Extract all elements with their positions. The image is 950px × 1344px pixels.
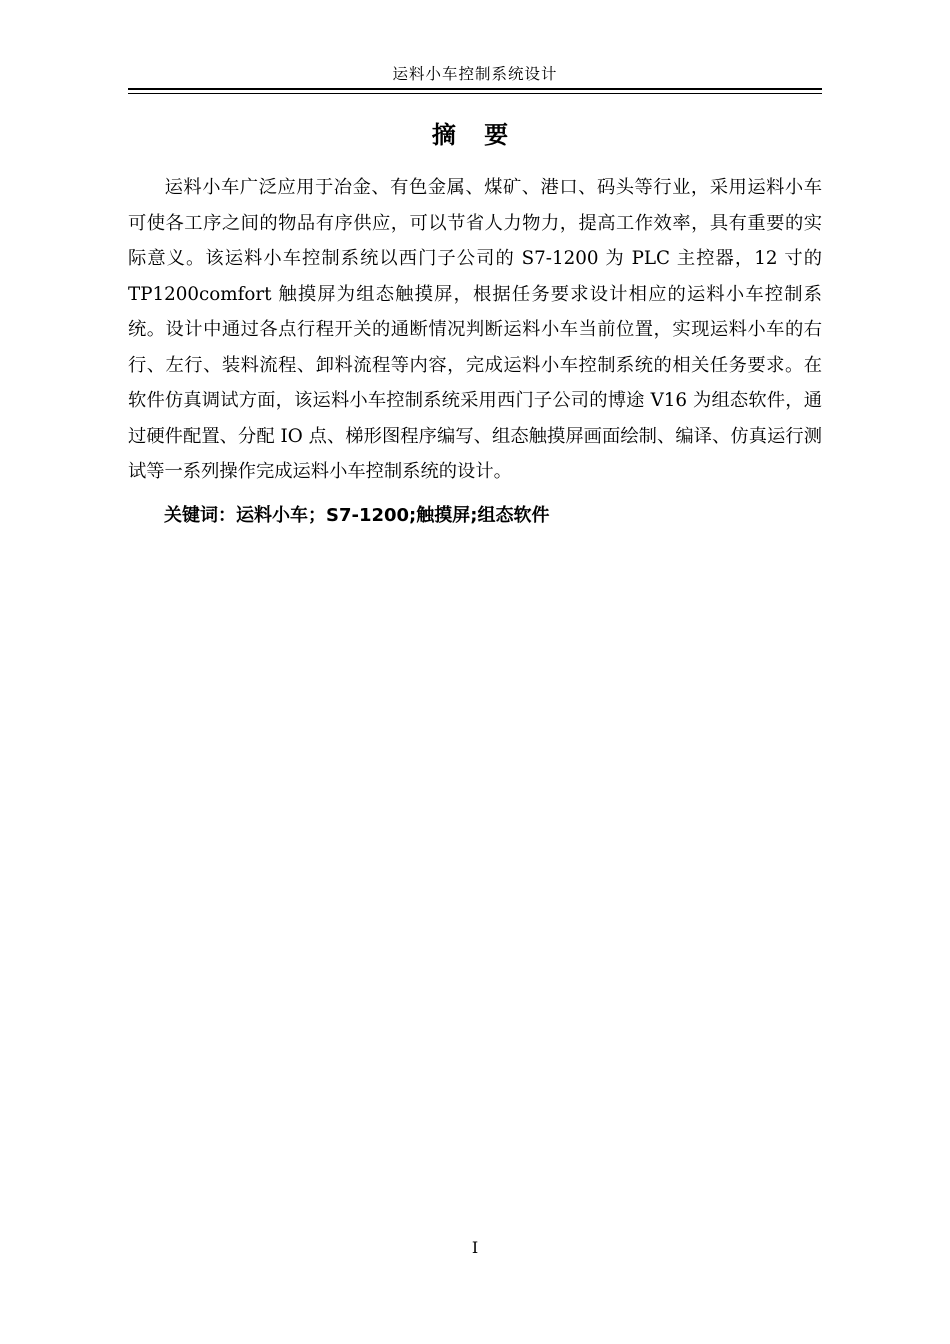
page-title: 摘 要 — [431, 121, 519, 149]
header-rule-thin — [128, 93, 822, 94]
abstract-block — [128, 170, 822, 533]
abstract-paragraph: 运料小车广泛应用于冶金、有色金属、煤矿、港口、码头等行业，采用运料小车可使各工序之间的物品有序供应，可以节省人力物力，提高工作效率，具有重要的实际意义。该运料小车控制系统以西门子公司的 S7-1200 为 PLC 主控器，12 寸的 TP1200comfort 触摸屏为组态触摸屏，根据任务要求设计相应的运料小车控制系统。设计中通过各点行程开关的通断情况判断运料小车当前位置，实现运料小车的右行、左行、装料流程、卸料流程等内容，完成运料小车控制系统的相关任务要求。在软件仿真调试方面，该运料小车控制系统采用西门子公司的博途 V16 为组态软件，通过硬件配置、分配 IO 点、梯形图程序编写、组态触摸屏画面绘制、编译、仿真运行测试等一系列操作完成运料小车控制系统的设计。 — [128, 177, 822, 482]
keywords-label: 关键词： — [164, 504, 236, 526]
page-number: I — [471, 1238, 479, 1257]
header-rule-thick — [128, 88, 822, 90]
keywords-line — [128, 499, 822, 533]
keywords-value: 运料小车；S7-1200;触摸屏;组态软件 — [236, 504, 550, 526]
running-header: 运料小车控制系统设计 — [392, 65, 558, 83]
